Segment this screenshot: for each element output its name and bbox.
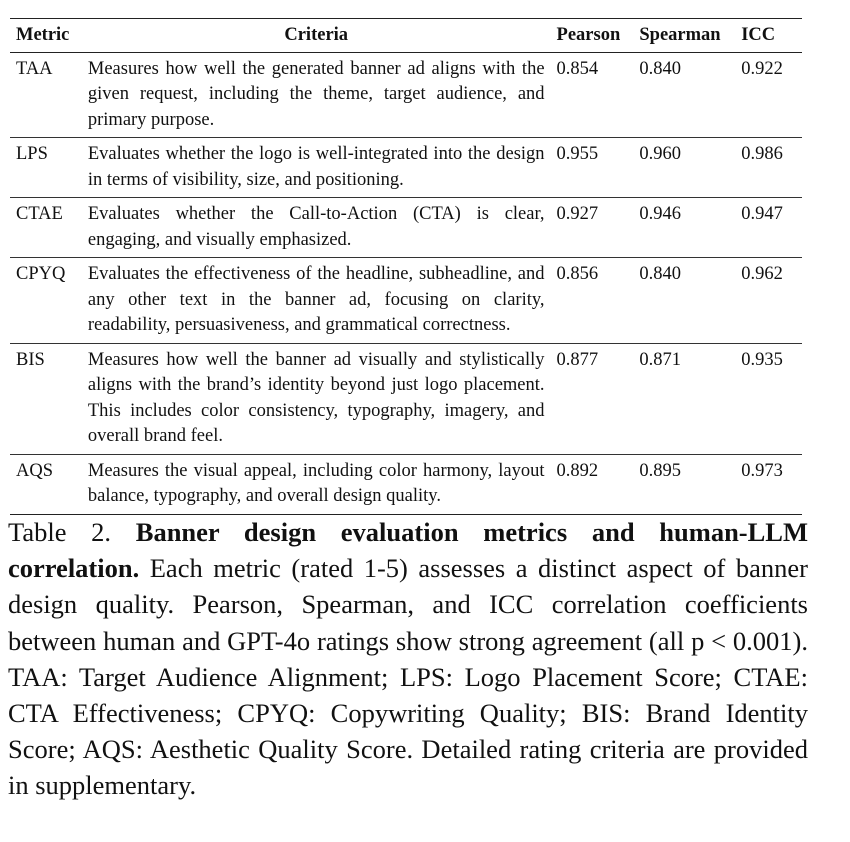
cell-icc: 0.986	[741, 144, 783, 164]
cell-spearman: 0.871	[639, 349, 682, 370]
table-row	[10, 454, 802, 514]
cell-spearman: 0.960	[639, 144, 682, 164]
header-criteria: Criteria	[82, 19, 551, 53]
cell-pearson: 0.856	[556, 264, 599, 284]
cell-criteria: Evaluates whether the Call-to-Action (CTA) is clear, engaging, and visually emphasized.	[87, 204, 545, 250]
cell-criteria: Measures how well the generated banner ad aligns with the given request, including the theme, target audience, and primary purpose.	[87, 58, 545, 130]
table-row	[10, 52, 802, 138]
table-row	[10, 198, 802, 258]
header-spearman: Spearman	[633, 19, 735, 53]
cell-spearman: 0.840	[639, 264, 682, 284]
cell-icc: 0.947	[741, 204, 783, 224]
cell-criteria: Evaluates the effectiveness of the headline, subheadline, and any other text in the banner ad, focusing on clarity, readability, persuasiveness, and grammatical correctness.	[87, 264, 545, 335]
cell-icc: 0.922	[741, 58, 783, 79]
table-row	[10, 138, 802, 198]
table-caption	[8, 514, 808, 804]
caption-body: Each metric (rated 1-5) assesses a distinct aspect of banner design quality. Pearson, Spearman, and ICC correlation coefficients between human and GPT-4o ratings show strong agreement (all p < 0.001). TAA: Target Audience Alignment; LPS: Logo Placement Score; CTAE: CTA Effectiveness; CPYQ: Copywriting Quality; BIS: Brand Identity Score; AQS: Aesthetic Quality Score. Detailed rating criteria are provided in supplementary.	[8, 553, 808, 801]
table-row	[10, 343, 802, 454]
cell-pearson: 0.927	[556, 204, 599, 224]
cell-spearman: 0.895	[639, 460, 682, 481]
cell-metric: LPS	[16, 144, 48, 164]
metrics-table-container	[10, 18, 802, 515]
cell-metric: CPYQ	[16, 264, 66, 284]
caption-label: Table 2.	[8, 517, 112, 547]
table-header-row	[10, 19, 802, 53]
cell-metric: TAA	[16, 58, 53, 79]
cell-pearson: 0.854	[556, 58, 599, 79]
cell-criteria: Measures how well the banner ad visually and stylistically aligns with the brand’s identity beyond just logo placement. This includes color consistency, typography, imagery, and overall brand feel.	[87, 349, 545, 446]
cell-metric: AQS	[16, 460, 54, 481]
header-metric: Metric	[10, 19, 82, 53]
cell-spearman: 0.946	[639, 204, 682, 224]
cell-icc: 0.935	[741, 349, 783, 370]
cell-pearson: 0.877	[556, 349, 599, 370]
cell-icc: 0.962	[741, 264, 783, 284]
cell-metric: CTAE	[16, 204, 63, 224]
cell-pearson: 0.892	[556, 460, 599, 481]
caption-title: Banner design evaluation metrics and human-LLM correlation.	[8, 517, 808, 584]
header-icc: ICC	[735, 19, 802, 53]
cell-criteria: Measures the visual appeal, including color harmony, layout balance, typography, and overall design quality.	[87, 460, 545, 506]
cell-pearson: 0.955	[556, 144, 599, 164]
metrics-table	[10, 18, 802, 515]
cell-spearman: 0.840	[639, 58, 682, 79]
cell-icc: 0.973	[741, 460, 783, 481]
cell-metric: BIS	[16, 349, 45, 370]
table-row	[10, 258, 802, 344]
header-pearson: Pearson	[551, 19, 634, 53]
cell-criteria: Evaluates whether the logo is well-integrated into the design in terms of visibility, size, and positioning.	[87, 144, 545, 190]
